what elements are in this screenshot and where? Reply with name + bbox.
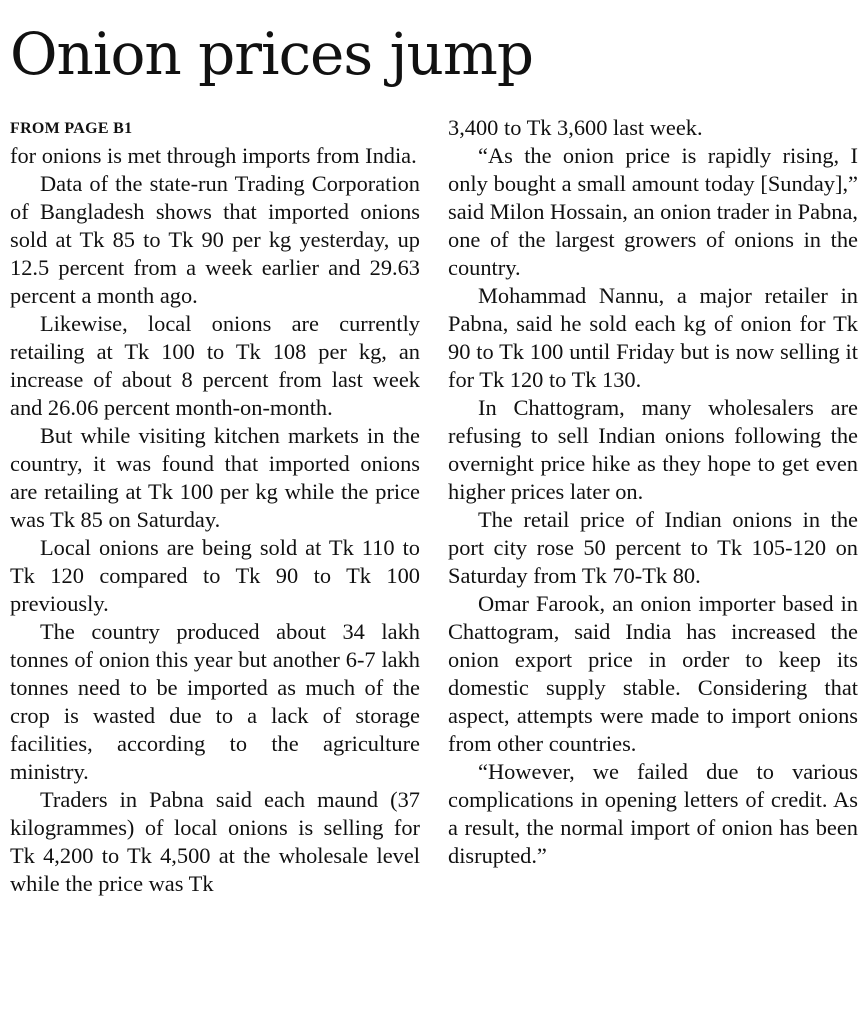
jump-slug: FROM PAGE B1 <box>10 120 133 137</box>
headline: Onion prices jump <box>10 20 534 88</box>
paragraph: In Chattogram, many wholesalers are refusing to sell Indian onions following the overnight price hike as they hope to get even higher prices later on. <box>448 395 858 504</box>
paragraph: Data of the state-run Trading Corporation of Bangladesh shows that imported onions sold at Tk 85 to Tk 90 per kg yesterday, up 12.5 percent from a week earlier and 29.63 percent a month ago. <box>10 171 420 308</box>
paragraph: Likewise, local onions are currently retailing at Tk 100 to Tk 108 per kg, an increase of about 8 percent from last week and 26.06 percent month-on-month. <box>10 311 420 420</box>
paragraph: Omar Farook, an onion importer based in Chattogram, said India has increased the onion export price in order to keep its domestic supply stable. Considering that aspect, attempts were made to import onions from other countries. <box>448 591 858 756</box>
paragraph: Local onions are being sold at Tk 110 to Tk 120 compared to Tk 90 to Tk 100 previously. <box>10 535 420 616</box>
paragraph: Mohammad Nannu, a major retailer in Pabna, said he sold each kg of onion for Tk 90 to Tk 100 until Friday but is now selling it for Tk 120 to Tk 130. <box>448 283 858 392</box>
paragraph: Traders in Pabna said each maund (37 kilogrammes) of local onions is selling for Tk 4,200 to Tk 4,500 at the wholesale level while the price was Tk <box>10 787 420 896</box>
paragraph: “However, we failed due to various complications in opening letters of credit. As a result, the normal import of onion has been disrupted.” <box>448 759 858 868</box>
paragraph: “As the onion price is rapidly rising, I only bought a small amount today [Sunday],” said Milon Hossain, an onion trader in Pabna, one of the largest growers of onions in the country. <box>448 143 858 280</box>
paragraph: The retail price of Indian onions in the port city rose 50 percent to Tk 105-120 on Saturday from Tk 70-Tk 80. <box>448 507 858 588</box>
article-column-left <box>10 114 420 1026</box>
article-column-right <box>448 114 858 1026</box>
paragraph: 3,400 to Tk 3,600 last week. <box>448 115 703 140</box>
paragraph: The country produced about 34 lakh tonnes of onion this year but another 6-7 lakh tonnes need to be imported as much of the crop is wasted due to a lack of storage facilities, according to the agriculture ministry. <box>10 619 420 784</box>
paragraph: for onions is met through imports from India. <box>10 143 417 168</box>
paragraph: But while visiting kitchen markets in the country, it was found that imported onions are retailing at Tk 100 per kg while the price was Tk 85 on Saturday. <box>10 423 420 532</box>
